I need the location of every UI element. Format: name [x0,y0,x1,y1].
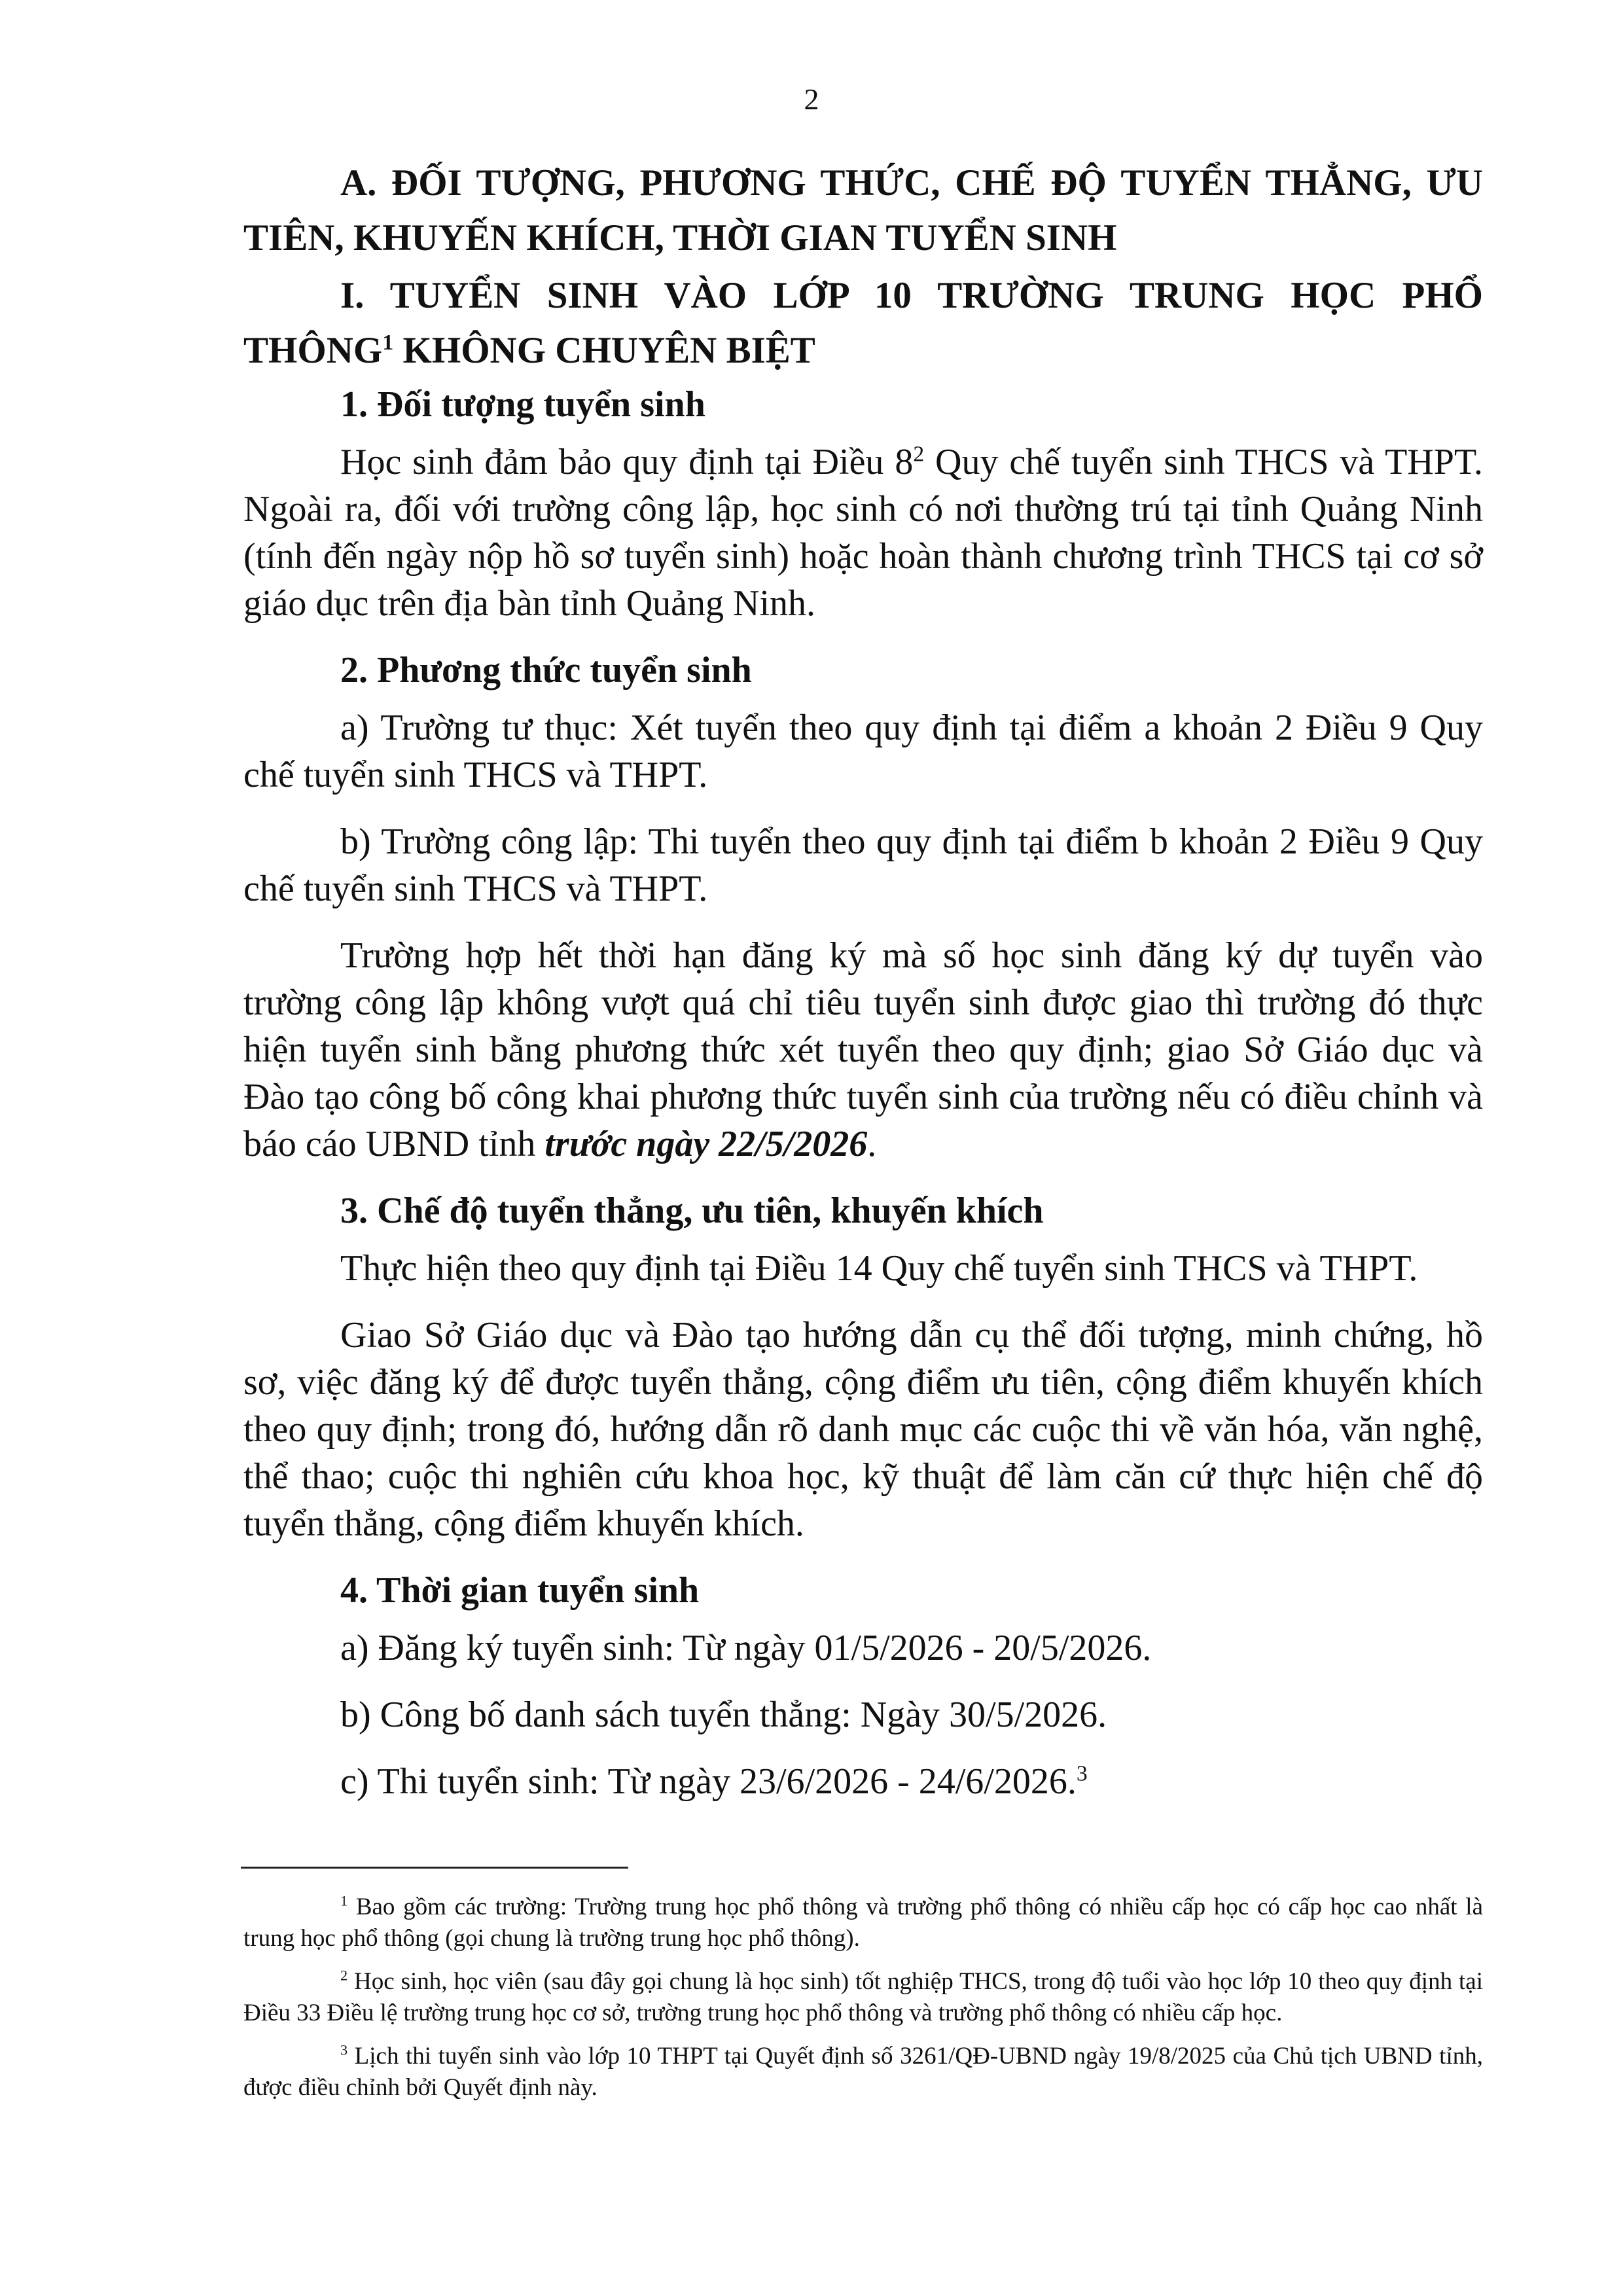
section-4-item-c-text: c) Thi tuyển sinh: Từ ngày 23/6/2026 - 24/6/2026. [340,1761,1077,1802]
footnote-2-number: 2 [340,1967,348,1984]
section-1-text-a: Học sinh đảm bảo quy định tại Điều 8 [340,442,914,482]
footnote-ref-3[interactable]: 3 [1076,1761,1088,1786]
heading-section-i-text: I. TUYỂN SINH VÀO LỚP 10 TRƯỜNG TRUNG HỌC PHỔ THÔNG [243,275,1483,371]
footnote-3-text: Lịch thi tuyển sinh vào lớp 10 THPT tại Quyết định số 3261/QĐ-UBND ngày 19/8/2025 của Chủ tịch UBND tỉnh, được điều chỉnh bởi Quyết định này. [243,2043,1483,2101]
footnote-2 [243,1966,1483,2029]
footnote-3-number: 3 [340,2041,348,2058]
document-body [243,156,1483,1825]
footnotes [243,1892,1483,2115]
section-1-paragraph [243,439,1483,627]
footnote-ref-1[interactable]: 1 [382,331,394,355]
heading-section-i [243,268,1483,378]
footnote-ref-2[interactable]: 2 [913,442,925,467]
section-4-item-c [243,1758,1483,1805]
section-2-note-text: Trường hợp hết thời hạn đăng ký mà số học sinh đăng ký dự tuyển vào trường công lập không vượt quá chỉ tiêu tuyển sinh được giao thì trường đó thực hiện tuyển sinh bằng phương thức xét tuyển theo quy định; giao Sở Giáo dục và Đào tạo công bố công khai phương thức tuyển sinh của trường nếu có điều chỉnh và báo cáo UBND tỉnh [243,935,1483,1164]
section-3-paragraph-2: Giao Sở Giáo dục và Đào tạo hướng dẫn cụ thể đối tượng, minh chứng, hồ sơ, việc đăng ký để được tuyển thẳng, cộng điểm ưu tiên, cộng điểm khuyến khích theo quy định; trong đó, hướng dẫn rõ danh mục các cuộc thi về văn hóa, văn nghệ, thể thao; cuộc thi nghiên cứu khoa học, kỹ thuật để làm căn cứ thực hiện chế độ tuyển thẳng, cộng điểm khuyến khích. [243,1315,1483,1544]
section-4-item-a: a) Đăng ký tuyển sinh: Từ ngày 01/5/2026 - 20/5/2026. [340,1628,1152,1668]
section-2-deadline: trước ngày 22/5/2026 [544,1124,868,1164]
heading-part-a: A. ĐỐI TƯỢNG, PHƯƠNG THỨC, CHẾ ĐỘ TUYỂN THẲNG, ƯU TIÊN, KHUYẾN KHÍCH, THỜI GIAN TUYỂN SINH [243,162,1483,259]
footnote-1-number: 1 [340,1892,348,1909]
section-4-item-b: b) Công bố danh sách tuyển thẳng: Ngày 30/5/2026. [340,1695,1107,1735]
heading-section-i-text-cont: KHÔNG CHUYÊN BIỆT [402,330,815,371]
footnote-2-text: Học sinh, học viên (sau đây gọi chung là học sinh) tốt nghiệp THCS, trong độ tuổi vào học lớp 10 theo quy định tại Điều 33 Điều lệ trường trung học cơ sở, trường trung học phổ thông và trường phổ thông có nhiều cấp học. [243,1968,1483,2026]
section-2-item-b: b) Trường công lập: Thi tuyển theo quy định tại điểm b khoản 2 Điều 9 Quy chế tuyển sinh THCS và THPT. [243,821,1483,909]
footnote-1-text: Bao gồm các trường: Trường trung học phổ thông và trường phổ thông có nhiều cấp học có cấp học cao nhất là trung học phổ thông (gọi chung là trường trung học phổ thông). [243,1893,1483,1952]
section-2-note [243,932,1483,1168]
footnote-1 [243,1892,1483,1954]
section-3-paragraph-1: Thực hiện theo quy định tại Điều 14 Quy chế tuyển sinh THCS và THPT. [340,1248,1418,1289]
section-3-title: 3. Chế độ tuyển thẳng, ưu tiên, khuyến khích [340,1191,1044,1231]
page-number: 2 [804,82,819,116]
section-2-title: 2. Phương thức tuyển sinh [340,650,752,691]
section-2-note-end: . [867,1124,877,1164]
footnote-3 [243,2041,1483,2104]
section-2-item-a: a) Trường tư thục: Xét tuyển theo quy định tại điểm a khoản 2 Điều 9 Quy chế tuyển sinh THCS và THPT. [243,708,1483,795]
footnote-separator [241,1867,628,1869]
section-1-text-b: Quy chế tuyển sinh THCS và THPT. Ngoài ra, đối với trường công lập, học sinh có nơi thường trú tại tỉnh Quảng Ninh (tính đến ngày nộp hồ sơ tuyển sinh) hoặc hoàn thành chương trình THCS tại cơ sở giáo dục trên địa bàn tỉnh Quảng Ninh. [243,442,1483,624]
section-4-title: 4. Thời gian tuyển sinh [340,1570,700,1611]
section-1-title: 1. Đối tượng tuyển sinh [340,384,705,425]
